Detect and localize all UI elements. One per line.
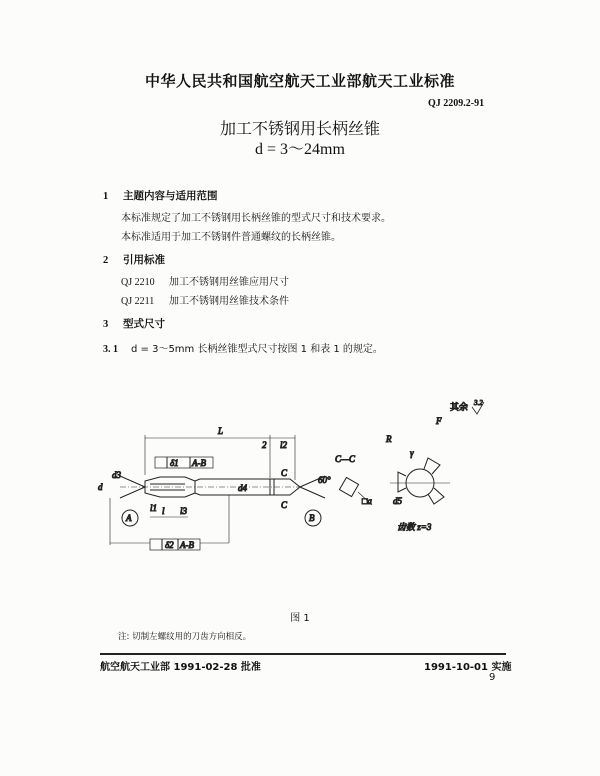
section-title: 型式尺寸 [123,318,165,330]
label-f: F [436,416,442,426]
section-2-heading [103,252,165,267]
reference-title: 加工不锈钢用丝锥技术条件 [169,296,289,307]
figure-note: 注: 切制左螺纹用的刀齿方向相反。 [118,632,252,642]
tap-technical-drawing [0,380,600,580]
tolerance-delta1: δ1 [170,458,179,468]
label-rest-roughness: 其余 [450,402,469,412]
label-gamma: γ [410,448,414,458]
label-c-bottom: C [281,500,288,510]
label-d5: d5 [393,496,402,506]
label-r: R [386,434,392,444]
label-l1: l1 [150,503,158,513]
label-l3: l3 [180,506,188,516]
label-d4: d4 [238,483,247,493]
label-a: □a [362,496,372,506]
tap-side-view [110,435,325,550]
label-l: l [162,506,165,516]
subsection-3-1 [103,340,383,355]
reference-item [121,273,289,288]
datum-b: B [309,513,315,523]
section-label: C—C [335,454,356,464]
section-number: 1 [103,191,109,202]
reference-code: QJ 2211 [121,296,155,307]
standard-code: QJ 2209.2-91 [428,98,485,109]
approval-date: 航空航天工业部 1991-02-28 批准 [100,662,261,673]
label-c-top: C [281,468,288,478]
subsection-number: 3. 1 [103,344,118,355]
figure-caption: 图 1 [290,613,310,624]
footer-rule [100,653,506,655]
section-title: 主题内容与适用范围 [123,190,218,202]
label-l2: l2 [280,440,288,450]
section-number: 2 [103,255,109,266]
subsection-text: d = 3～5mm 长柄丝锥型式尺寸按图 1 和表 1 的规定。 [131,344,383,355]
label-L: L [218,426,224,436]
datum-ref: A-B [192,458,206,468]
datum-a: A [126,513,132,523]
tolerance-delta2: δ2 [165,540,174,550]
paragraph: 本标准规定了加工不锈钢用长柄丝锥的型式尺寸和技术要求。 [121,213,391,224]
effective-date: 1991-10-01 实施 [424,662,512,673]
label-d3: d3 [112,470,121,480]
section-title: 引用标准 [123,254,165,266]
section-1-heading [103,188,218,203]
document-subtitle: d = 3～24mm [255,141,345,158]
label-d: d [98,482,103,492]
page-number: 9 [489,672,496,683]
section-number: 3 [103,319,109,330]
datum-ref: A-B [180,540,194,550]
label-teeth: 齿数 z=3 [397,522,432,532]
section-3-heading [103,316,165,331]
reference-item [121,292,289,307]
reference-title: 加工不锈钢用丝锥应用尺寸 [169,277,289,288]
label-2: 2 [262,440,267,450]
roughness-value: 3.2 [474,399,483,407]
reference-code: QJ 2210 [121,277,155,288]
paragraph: 本标准适用于加工不锈钢件普通螺纹的长柄丝锥。 [121,232,341,243]
issuing-organization: 中华人民共和国航空航天工业部航天工业标准 [144,72,455,90]
document-title: 加工不锈钢用长柄丝锥 [219,119,380,138]
label-angle: 60° [318,475,331,485]
